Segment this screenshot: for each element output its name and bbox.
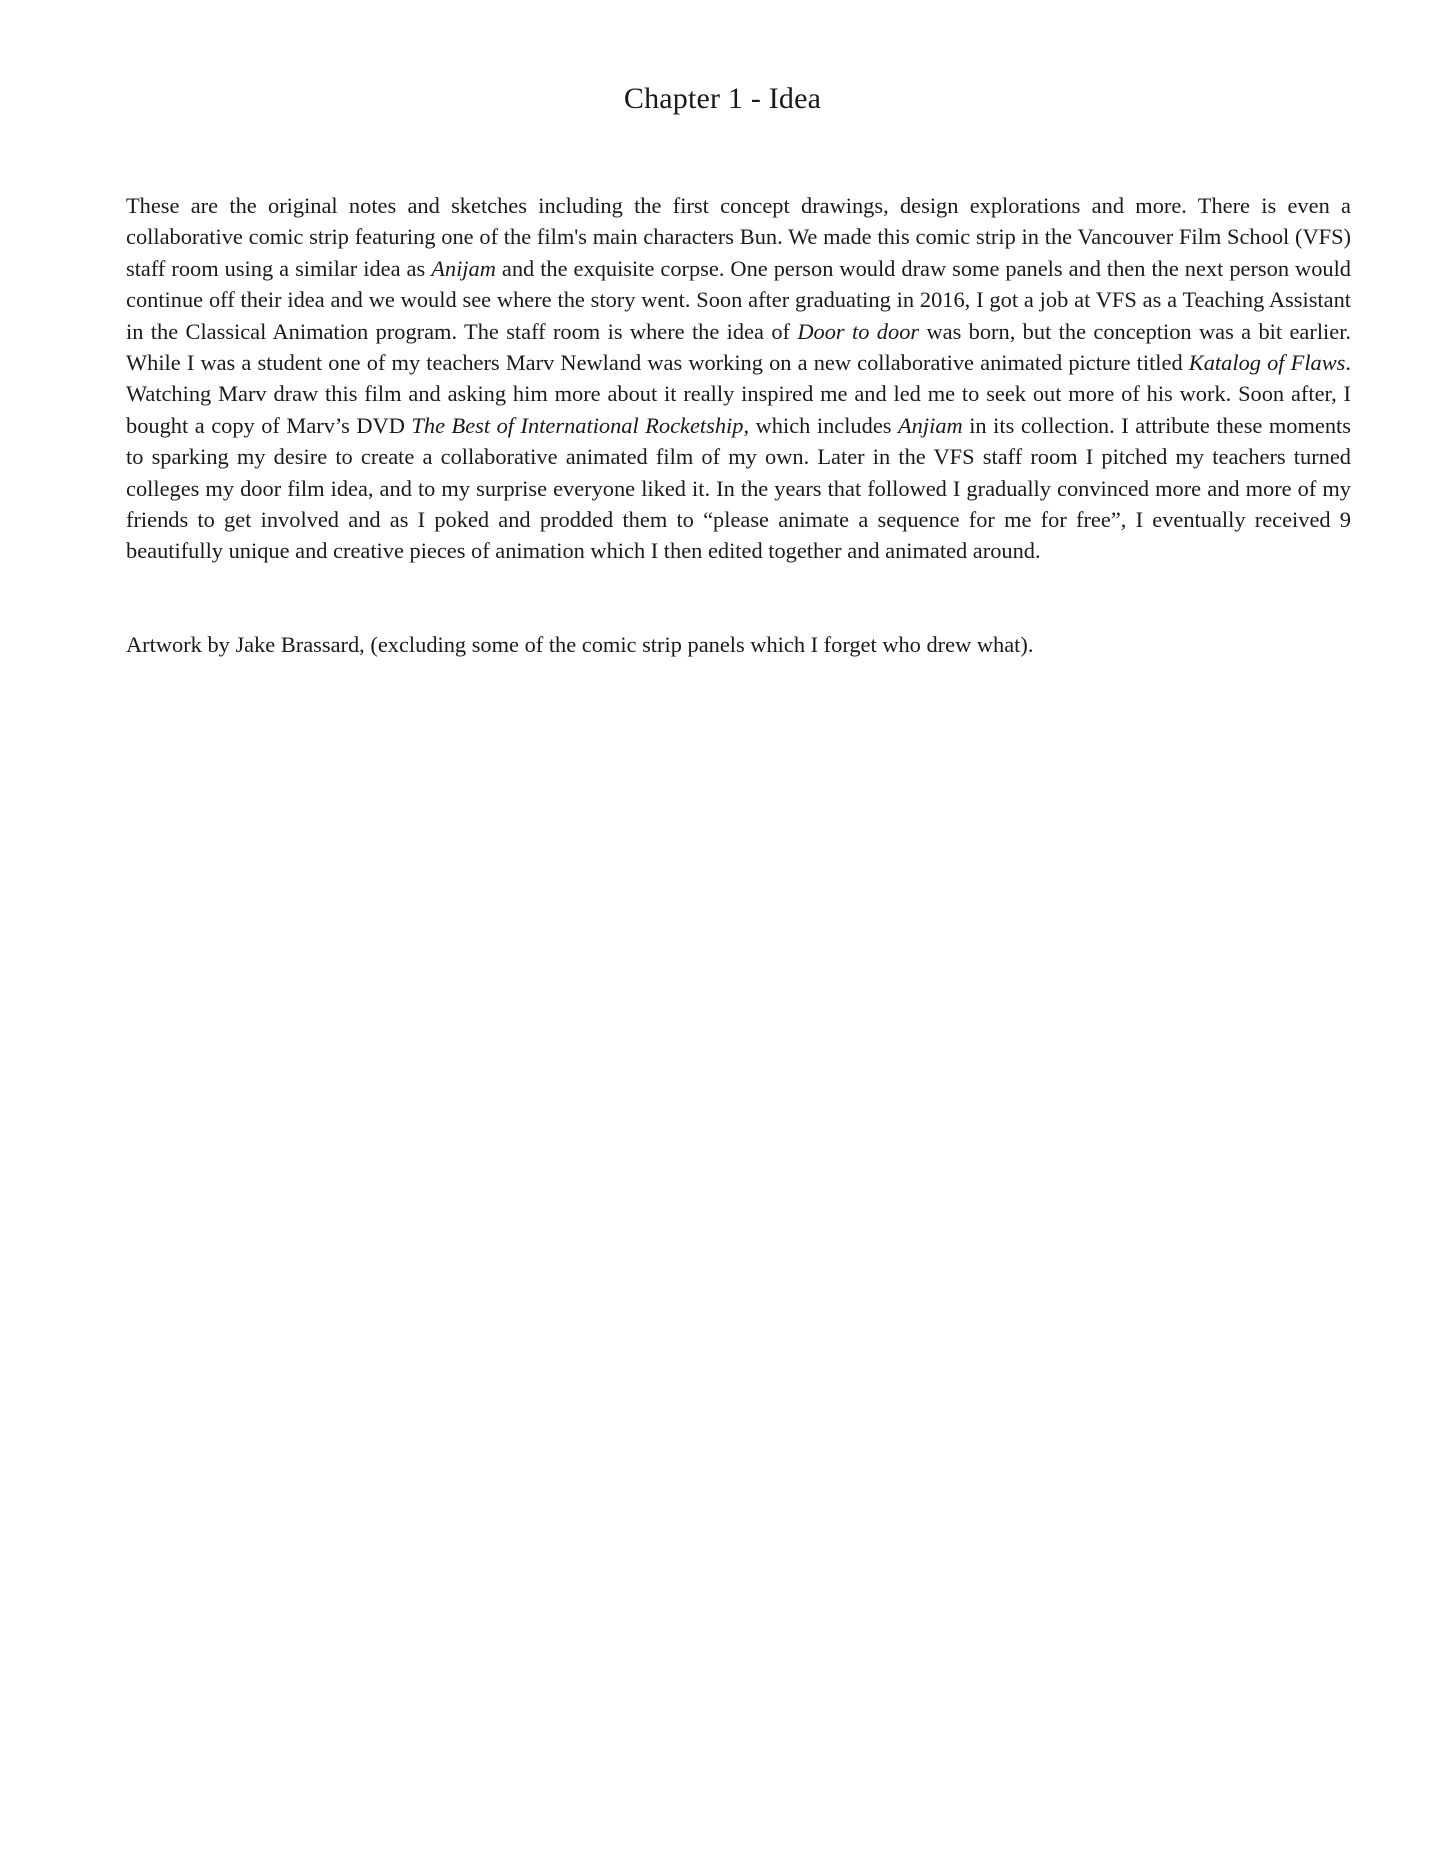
chapter-title: Chapter 1 - Idea xyxy=(623,82,822,115)
paragraph-text: . Watching Marv draw this film and asking him more about it really inspired me and led me to seek out more of his work. Soon after, I bought a copy of Marv’s DVD xyxy=(126,350,1351,438)
film-title-anijam: Anijam xyxy=(431,255,496,281)
paragraph-text: and the exquisite corpse. One person would draw some panels and then the next person would continue off their idea and we would see where the story went. Soon after graduating in 2016, I got a job at VFS as a Teaching Assistant in the Classical Animation program. The staff room is where the idea of xyxy=(126,255,1351,344)
paragraph-text: , which includes xyxy=(743,412,898,438)
film-title-anjiam: Anjiam xyxy=(898,412,963,438)
film-title-door-to-door: Door to door xyxy=(797,318,920,344)
paragraph-text: in its collection. I attribute these moments to sparking my desire to create a collaborative animated film of my own. Later in the VFS staff room I pitched my teachers turned colleges my door film idea, and to my surprise everyone liked it. In the years that followed I gradually convinced more and more of my friends to get involved and as I poked and prodded them to “please animate a sequence for me for free”, I eventually received 9 beautifully unique and creative pieces of animation which I then edited together and animated around. xyxy=(126,412,1351,564)
artwork-credit: Artwork by Jake Brassard, (excluding some of the comic strip panels which I forget who drew what). xyxy=(126,632,1034,657)
film-title-katalog-of-flaws: Katalog of Flaws xyxy=(1188,350,1346,376)
paragraph-text: was born, but the conception was a bit earlier. While I was a student one of my teachers Marv Newland was working on a new collaborative animated picture titled xyxy=(126,318,1352,376)
dvd-title: The Best of International Rocketship xyxy=(411,412,744,438)
paragraph-text: These are the original notes and sketches including the first concept drawings, design explorations and more. There is even a collaborative comic strip featuring one of the film's main characters Bun. We made this comic strip in the Vancouver Film School (VFS) staff room using a similar idea as xyxy=(126,193,1351,281)
intro-paragraph xyxy=(126,190,1351,567)
